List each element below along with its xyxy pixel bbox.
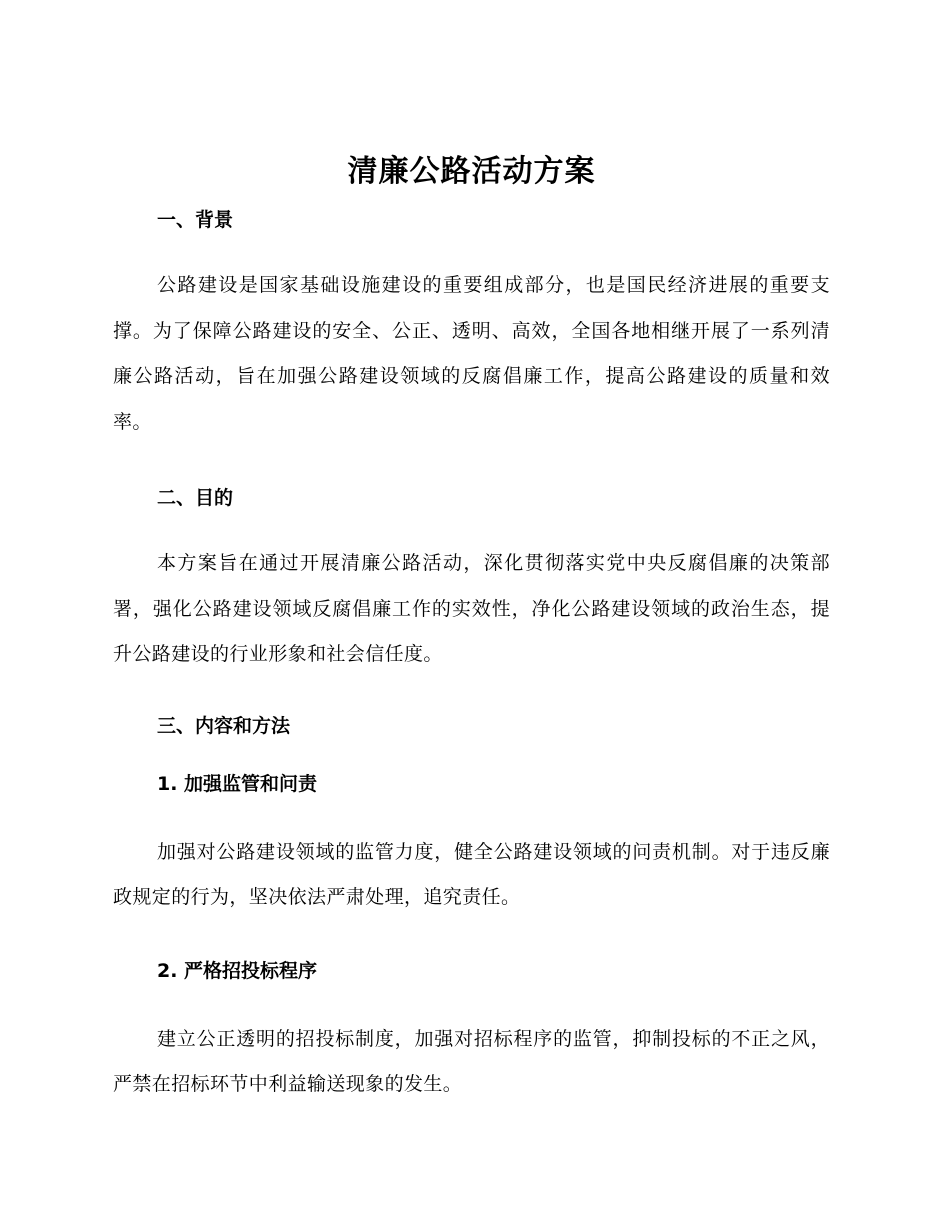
section-heading-goal: 二、目的 — [157, 487, 234, 509]
document-title: 清廉公路活动方案 — [347, 154, 596, 189]
subsection-text-supervision: 加强对公路建设领域的监管力度，健全公路建设领域的问责机制。对于违反廉政规定的行为，坚决依法严肃处理，追究责任。 — [113, 840, 830, 908]
section-heading-background: 一、背景 — [157, 209, 234, 231]
section-text-goal: 本方案旨在通过开展清廉公路活动，深化贯彻落实党中央反腐倡廉的决策部署，强化公路建设领域反腐倡廉工作的实效性，净化公路建设领域的政治生态，提升公路建设的行业形象和社会信任度。 — [113, 552, 830, 665]
section-heading-content: 三、内容和方法 — [157, 714, 291, 737]
subsection-text-bidding: 建立公正透明的招投标制度，加强对招标程序的监管，抑制投标的不正之风，严禁在招标环节中利益输送现象的发生。 — [113, 1027, 830, 1095]
subsection-heading-supervision: 1. 加强监管和问责 — [157, 772, 318, 795]
document-page — [113, 150, 830, 1108]
subsection-heading-bidding: 2. 严格招投标程序 — [157, 959, 318, 982]
section-text-background: 公路建设是国家基础设施建设的重要组成部分，也是国民经济进展的重要支撑。为了保障公路建设的安全、公正、透明、高效，全国各地相继开展了一系列清廉公路活动，旨在加强公路建设领域的反腐倡廉工作，提高公路建设的质量和效率。 — [113, 274, 830, 433]
